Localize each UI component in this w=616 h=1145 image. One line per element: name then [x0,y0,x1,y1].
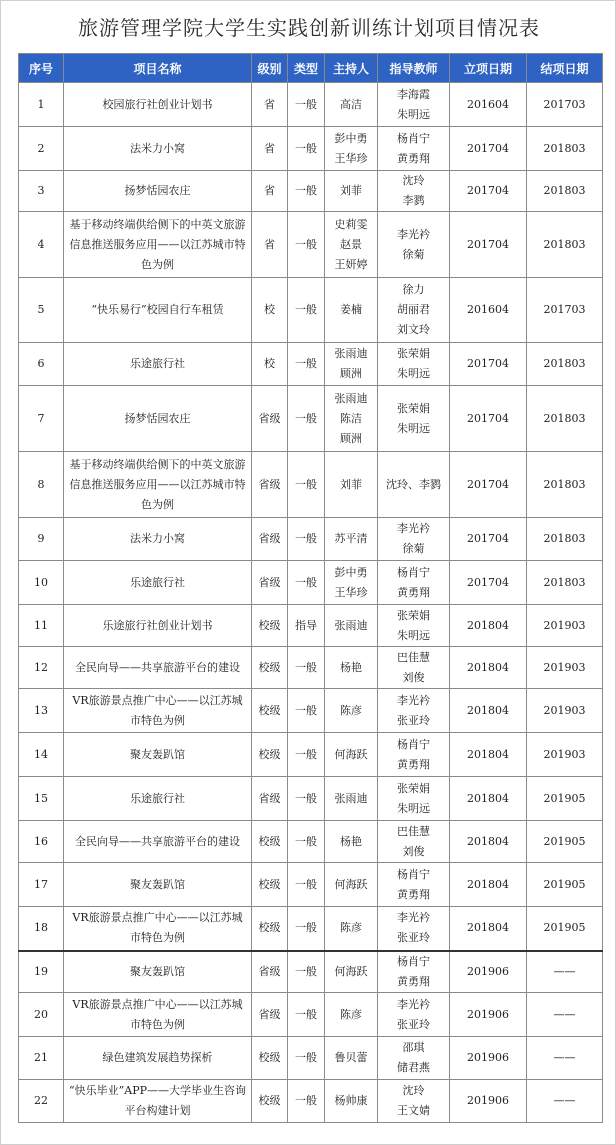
cell-leader [325,777,378,821]
cell-level: 校级 [252,1037,288,1080]
table-row [19,127,603,171]
cell-project-name: 扬梦恬园农庄 [64,386,252,452]
cell-no: 19 [19,951,64,993]
cell-advisor-line: 朱明远 [397,421,430,435]
cell-no: 20 [19,993,64,1037]
table-row [19,561,603,605]
cell-advisor-line: 张荣娟 [397,347,430,360]
cell-advisor [378,647,450,689]
cell-project-name: 聚友轰趴馆 [64,863,252,907]
cell-advisor-line: 沈玲 [402,1084,425,1097]
cell-project-name: 全民向导——共享旅游平台的建设 [64,821,252,863]
cell-advisor-line: 杨肖宁 [397,131,430,145]
cell-leader-line: 赵景 [340,237,362,251]
cell-end-date: —— [527,1037,603,1080]
table-row [19,647,603,689]
cell-type: 一般 [288,386,325,452]
cell-leader-line: 陈彦 [340,703,362,717]
table-row [19,777,603,821]
cell-no: 6 [19,343,64,386]
cell-start-date: 201906 [450,1080,527,1123]
cell-leader [325,212,378,278]
cell-level: 校级 [252,821,288,863]
cell-advisor-line: 李光衿 [397,227,430,241]
cell-start-date: 201804 [450,863,527,907]
cell-end-date: 201803 [527,212,603,278]
cell-leader [325,1080,378,1123]
cell-leader [325,1037,378,1080]
cell-level: 校级 [252,1080,288,1123]
table-row [19,278,603,343]
cell-advisor [378,278,450,343]
table-row [19,518,603,561]
cell-level: 校级 [252,689,288,733]
cell-leader [325,561,378,605]
cell-advisor-line: 杨肖宁 [397,867,430,881]
cell-leader [325,993,378,1037]
cell-end-date: 201803 [527,561,603,605]
table-row [19,733,603,777]
cell-end-date: 201703 [527,83,603,127]
cell-leader [325,821,378,863]
cell-no: 15 [19,777,64,821]
cell-leader-line: 何海跃 [334,964,368,978]
header-cell-level: 级别 [252,54,288,83]
cell-project-name: “快乐毕业”APP——大学毕业生咨询平台构建计划 [64,1080,252,1123]
cell-leader-line: 彭中勇 [334,131,368,145]
cell-start-date: 201804 [450,821,527,863]
cell-leader [325,951,378,993]
cell-leader-line: 何海跃 [334,747,368,761]
cell-level: 省级 [252,452,288,518]
cell-project-name: 绿色建筑发展趋势探析 [64,1037,252,1080]
document-title: 旅游管理学院大学生实践创新训练计划项目情况表 [78,16,540,40]
cell-level: 校级 [252,907,288,951]
cell-start-date: 201804 [450,689,527,733]
cell-advisor-line: 杨肖宁 [397,565,430,579]
cell-project-name: 乐途旅行社 [64,343,252,386]
cell-advisor [378,83,450,127]
cell-advisor [378,386,450,452]
cell-leader [325,647,378,689]
cell-leader-line: 陈彦 [340,1007,362,1021]
cell-end-date: 201905 [527,907,603,951]
cell-leader-line: 陈彦 [340,921,362,935]
cell-advisor [378,127,450,171]
header-cell-no: 序号 [19,54,64,83]
cell-end-date: 201803 [527,518,603,561]
cell-project-name: 聚友轰趴馆 [64,733,252,777]
cell-type: 一般 [288,777,325,821]
cell-type: 指导 [288,605,325,647]
cell-no: 2 [19,127,64,171]
cell-start-date: 201604 [450,83,527,127]
table-row [19,212,603,278]
cell-advisor-line: 徐力 [402,283,425,296]
cell-type: 一般 [288,1080,325,1123]
cell-advisor-line: 张荣娟 [397,781,430,795]
cell-leader-line: 苏平清 [334,532,368,545]
cell-type: 一般 [288,83,325,127]
cell-advisor-line: 徐菊 [402,247,425,261]
cell-start-date: 201804 [450,907,527,951]
table-row [19,863,603,907]
project-table [18,53,603,1123]
cell-leader-line: 王华珍 [334,585,368,599]
cell-advisor [378,993,450,1037]
cell-start-date: 201804 [450,733,527,777]
table-row [19,951,603,993]
cell-start-date: 201704 [450,452,527,518]
cell-leader-line: 史莉雯 [334,217,368,231]
cell-advisor-line: 邵琪 [402,1041,425,1054]
cell-advisor-line: 沈玲 [402,174,425,187]
cell-advisor-line: 杨肖宁 [397,737,430,751]
table-row [19,171,603,212]
cell-project-name: VR旅游景点推广中心——以江苏城市特色为例 [64,907,252,951]
cell-advisor [378,689,450,733]
cell-level: 校级 [252,733,288,777]
cell-leader-line: 杨艳 [340,834,362,848]
cell-project-name: 乐途旅行社 [64,777,252,821]
cell-type: 一般 [288,452,325,518]
header-cell-leader: 主持人 [325,54,378,83]
cell-no: 3 [19,171,64,212]
cell-leader-line: 张雨迪 [334,791,368,805]
cell-leader [325,127,378,171]
cell-advisor-line: 黄勇翔 [397,887,430,901]
cell-level: 省级 [252,951,288,993]
cell-advisor-line: 黄勇翔 [397,585,430,599]
cell-advisor [378,343,450,386]
cell-advisor [378,733,450,777]
cell-level: 省 [252,212,288,278]
cell-leader-line: 张雨迪 [334,347,368,360]
cell-project-name: 乐途旅行社创业计划书 [64,605,252,647]
cell-start-date: 201704 [450,518,527,561]
cell-type: 一般 [288,171,325,212]
cell-start-date: 201704 [450,386,527,452]
cell-advisor [378,863,450,907]
cell-no: 9 [19,518,64,561]
cell-leader [325,863,378,907]
cell-start-date: 201906 [450,1037,527,1080]
cell-level: 省级 [252,518,288,561]
cell-start-date: 201704 [450,127,527,171]
header-cell-name: 项目名称 [64,54,252,83]
cell-advisor-line: 黄勇翔 [397,757,430,771]
cell-leader-line: 彭中勇 [334,565,368,579]
cell-leader [325,733,378,777]
cell-level: 省级 [252,561,288,605]
header-cell-type: 类型 [288,54,325,83]
cell-advisor-line: 李光衿 [397,997,430,1011]
cell-project-name: 法米力小窝 [64,518,252,561]
cell-start-date: 201906 [450,951,527,993]
cell-advisor [378,907,450,951]
cell-no: 5 [19,278,64,343]
table-row [19,1080,603,1123]
cell-leader-line: 高洁 [340,97,362,111]
cell-advisor-line: 朱明远 [397,367,430,380]
cell-end-date: 201803 [527,171,603,212]
cell-start-date: 201704 [450,212,527,278]
cell-type: 一般 [288,907,325,951]
cell-advisor-line: 张亚玲 [397,1017,430,1031]
cell-level: 校级 [252,863,288,907]
table-row [19,452,603,518]
cell-type: 一般 [288,951,325,993]
cell-leader [325,343,378,386]
cell-project-name: 聚友轰趴馆 [64,951,252,993]
cell-type: 一般 [288,1037,325,1080]
cell-advisor-line: 黄勇翔 [397,974,430,988]
cell-project-name: VR旅游景点推广中心——以江苏城市特色为例 [64,993,252,1037]
cell-advisor-line: 张荣娟 [397,608,430,622]
cell-advisor [378,171,450,212]
cell-leader [325,689,378,733]
cell-leader-line: 顾洲 [340,431,362,445]
cell-advisor [378,605,450,647]
cell-end-date: 201703 [527,278,603,343]
cell-advisor-line: 李光衿 [397,911,430,925]
cell-project-name: 全民向导——共享旅游平台的建设 [64,647,252,689]
cell-advisor-line: 朱明远 [397,801,430,815]
cell-leader-line: 鲁贝蕾 [334,1051,368,1064]
cell-leader-line: 张雨迪 [334,391,368,405]
cell-project-name: 扬梦恬园农庄 [64,171,252,212]
cell-no: 12 [19,647,64,689]
cell-advisor [378,1080,450,1123]
table-row [19,689,603,733]
cell-level: 省 [252,127,288,171]
cell-type: 一般 [288,561,325,605]
cell-type: 一般 [288,821,325,863]
cell-no: 16 [19,821,64,863]
cell-end-date: 201803 [527,343,603,386]
cell-leader [325,278,378,343]
cell-advisor-line: 李光衿 [397,522,430,535]
cell-advisor-line: 李鹨 [402,194,425,207]
cell-no: 1 [19,83,64,127]
cell-advisor [378,821,450,863]
cell-leader-line: 杨帅康 [334,1094,368,1107]
cell-advisor-line: 刘文玲 [397,323,430,336]
cell-no: 18 [19,907,64,951]
cell-advisor-line: 胡丽君 [397,303,430,316]
cell-leader [325,83,378,127]
cell-project-name: VR旅游景点推广中心——以江苏城市特色为例 [64,689,252,733]
cell-project-name: 乐途旅行社 [64,561,252,605]
table-row [19,83,603,127]
cell-start-date: 201804 [450,647,527,689]
cell-advisor-line: 储君燕 [397,1061,430,1074]
cell-advisor-line: 杨肖宁 [397,954,430,968]
cell-type: 一般 [288,518,325,561]
header-cell-end-date: 结项日期 [527,54,603,83]
cell-no: 11 [19,605,64,647]
cell-leader-line: 顾洲 [340,367,362,380]
cell-leader [325,452,378,518]
cell-advisor-line: 刘俊 [402,670,425,684]
cell-leader-line: 刘菲 [340,184,362,197]
cell-end-date: 201905 [527,821,603,863]
cell-end-date: 201905 [527,777,603,821]
cell-level: 校级 [252,605,288,647]
cell-no: 22 [19,1080,64,1123]
table-row [19,993,603,1037]
table-row [19,1037,603,1080]
cell-leader-line: 刘菲 [340,477,362,491]
cell-advisor-line: 巴佳慧 [397,650,430,664]
cell-end-date: 201803 [527,127,603,171]
table-row [19,386,603,452]
cell-leader [325,171,378,212]
cell-advisor-line: 张荣娟 [397,401,430,415]
cell-leader-line: 陈洁 [340,411,362,425]
cell-no: 14 [19,733,64,777]
cell-no: 10 [19,561,64,605]
cell-advisor [378,1037,450,1080]
cell-no: 4 [19,212,64,278]
cell-project-name: 基于移动终端供给侧下的中英文旅游信息推送服务应用——以江苏城市特色为例 [64,452,252,518]
cell-advisor-line: 刘俊 [402,844,425,858]
cell-leader-line: 何海跃 [334,877,368,891]
cell-end-date: 201903 [527,605,603,647]
cell-level: 省 [252,171,288,212]
cell-advisor-line: 李海霞 [397,87,430,101]
cell-advisor [378,518,450,561]
cell-type: 一般 [288,127,325,171]
cell-type: 一般 [288,647,325,689]
cell-start-date: 201604 [450,278,527,343]
cell-start-date: 201704 [450,171,527,212]
cell-leader [325,605,378,647]
cell-end-date: 201803 [527,452,603,518]
cell-type: 一般 [288,993,325,1037]
cell-type: 一般 [288,212,325,278]
cell-leader-line: 张雨迪 [334,618,368,632]
cell-level: 省级 [252,386,288,452]
cell-project-name: 校园旅行社创业计划书 [64,83,252,127]
cell-advisor-line: 张亚玲 [397,713,430,727]
cell-type: 一般 [288,343,325,386]
cell-end-date: —— [527,993,603,1037]
cell-advisor-line: 巴佳慧 [397,824,430,838]
cell-level: 省 [252,83,288,127]
cell-level: 校 [252,343,288,386]
table-row [19,343,603,386]
table-header-row [19,54,603,83]
cell-type: 一般 [288,689,325,733]
cell-no: 21 [19,1037,64,1080]
cell-advisor-line: 朱明远 [397,107,430,121]
cell-advisor [378,951,450,993]
cell-type: 一般 [288,278,325,343]
cell-leader [325,518,378,561]
table-row [19,605,603,647]
cell-start-date: 201906 [450,993,527,1037]
cell-advisor-line: 沈玲、李鹨 [386,477,441,491]
cell-leader [325,386,378,452]
cell-no: 7 [19,386,64,452]
cell-project-name: 基于移动终端供给侧下的中英文旅游信息推送服务应用——以江苏城市特色为例 [64,212,252,278]
cell-no: 8 [19,452,64,518]
cell-advisor-line: 张亚玲 [397,931,430,945]
cell-advisor [378,777,450,821]
cell-leader-line: 王妍婷 [334,257,368,271]
cell-type: 一般 [288,733,325,777]
cell-advisor-line: 李光衿 [397,693,430,707]
cell-end-date: 201905 [527,863,603,907]
cell-start-date: 201704 [450,561,527,605]
cell-level: 省级 [252,777,288,821]
cell-advisor [378,561,450,605]
cell-end-date: —— [527,1080,603,1123]
table-body [19,83,603,1123]
cell-start-date: 201804 [450,777,527,821]
header-cell-start-date: 立项日期 [450,54,527,83]
cell-end-date: 201803 [527,386,603,452]
cell-start-date: 201804 [450,605,527,647]
cell-project-name: “快乐易行”校园自行车租赁 [64,278,252,343]
cell-no: 13 [19,689,64,733]
cell-advisor-line: 朱明远 [397,628,430,642]
cell-no: 17 [19,863,64,907]
header-cell-advisor: 指导教师 [378,54,450,83]
cell-end-date: 201903 [527,689,603,733]
cell-level: 省级 [252,993,288,1037]
cell-leader-line: 杨艳 [340,660,362,674]
table-row [19,907,603,951]
cell-level: 校 [252,278,288,343]
table-row [19,821,603,863]
cell-advisor-line: 徐菊 [402,542,425,555]
cell-end-date: 201903 [527,733,603,777]
cell-advisor [378,452,450,518]
cell-project-name: 法米力小窝 [64,127,252,171]
cell-start-date: 201704 [450,343,527,386]
cell-advisor-line: 黄勇翔 [397,151,430,165]
cell-type: 一般 [288,863,325,907]
cell-leader-line: 王华珍 [334,151,368,165]
cell-end-date: —— [527,951,603,993]
cell-leader-line: 姜楠 [340,303,362,316]
cell-advisor-line: 王文婧 [397,1104,430,1117]
cell-advisor [378,212,450,278]
cell-level: 校级 [252,647,288,689]
cell-leader [325,907,378,951]
cell-end-date: 201903 [527,647,603,689]
